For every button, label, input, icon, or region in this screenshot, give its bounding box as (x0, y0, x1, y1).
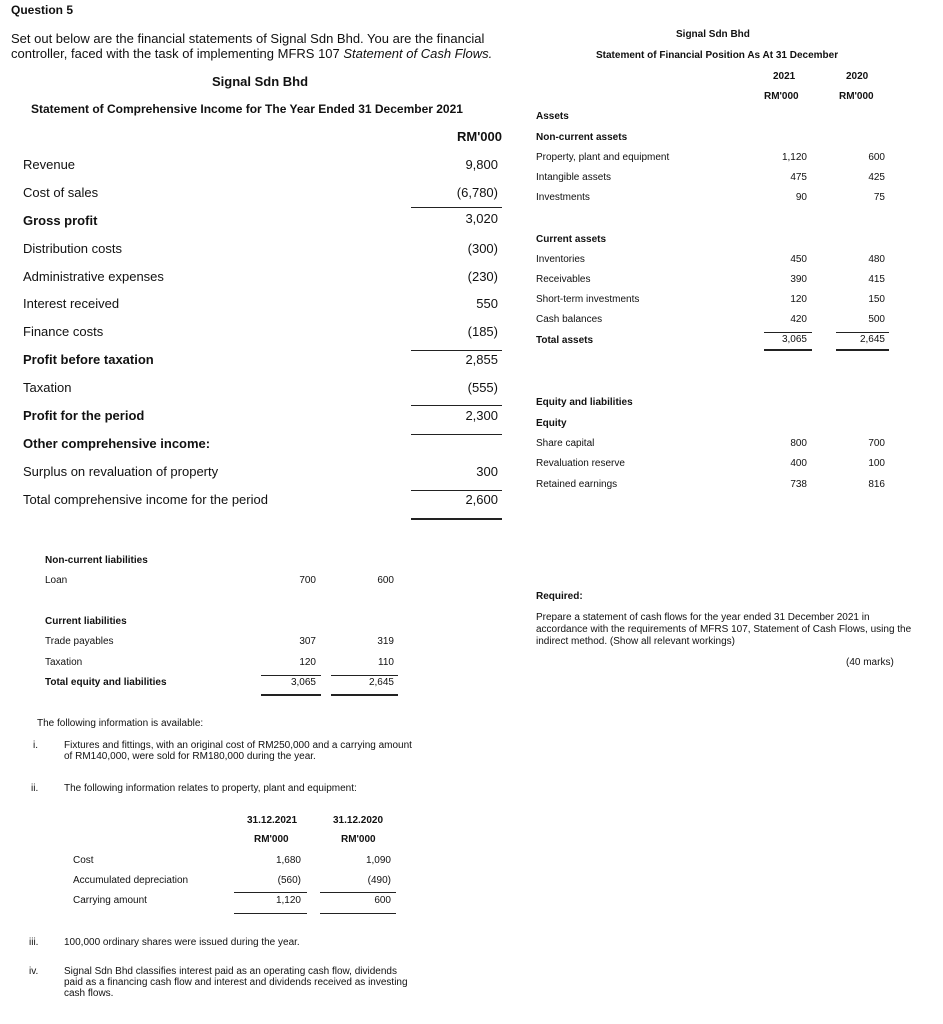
sofp-row-2020: 75 (873, 192, 885, 203)
sofp-row-2020: 110 (378, 657, 394, 668)
soci-row-label: Revenue (23, 157, 76, 172)
rule (234, 892, 307, 893)
double-rule (411, 518, 502, 520)
info-item-text: Fixtures and fittings, with an original cost of RM250,000 and a carrying amount (64, 740, 412, 751)
sofp-row-2021: 738 (790, 479, 807, 490)
ppe-row-2021: 1,120 (275, 895, 301, 906)
sofp-row-label: Cash balances (536, 314, 603, 325)
sofp-row-label: Short-term investments (536, 294, 640, 305)
soci-row-label: Profit for the period (23, 408, 145, 423)
rule (320, 913, 396, 914)
sofp-row-2021: 307 (299, 636, 316, 647)
sofp-year-2020: 2020 (846, 71, 869, 82)
total-assets-2020: 2,645 (859, 334, 885, 345)
soci-row-label: Profit before taxation (23, 352, 154, 367)
soci-row-value: 3,020 (465, 211, 498, 226)
sofp-year-2021: 2021 (773, 71, 796, 82)
required-line-2: accordance with the requirements of MFRS 107, Statement of Cash Flows, using the (536, 624, 912, 635)
sofp-row-2021: 450 (790, 254, 807, 265)
sofp-row-2020: 600 (377, 575, 394, 586)
total-eq-liab-label: Total equity and liabilities (45, 677, 167, 688)
sofp-row-2020: 425 (868, 172, 885, 183)
soci-row-value: (300) (467, 241, 498, 256)
double-rule (836, 349, 889, 351)
sofp-row-2021: 390 (790, 274, 807, 285)
soci-row-value: (185) (467, 324, 498, 339)
sofp-row-label: Inventories (536, 254, 585, 265)
ppe-row-2020: (490) (367, 875, 391, 886)
ncl-heading: Non-current liabilities (45, 555, 148, 566)
rule (411, 350, 502, 351)
sofp-unit-2020: RM'000 (839, 91, 874, 102)
soci-row-label: Surplus on revaluation of property (23, 464, 219, 479)
sofp-row-label: Intangible assets (536, 172, 612, 183)
soci-row-value: 550 (476, 296, 498, 311)
eq-liab-heading: Equity and liabilities (536, 397, 633, 408)
sofp-row-2020: 100 (868, 458, 885, 469)
required-marks: (40 marks) (846, 657, 894, 668)
sofp-row-label: Property, plant and equipment (536, 152, 670, 163)
soci-row-label: Finance costs (23, 324, 104, 339)
question-title: Question 5 (11, 3, 74, 17)
total-eq-liab-2021: 3,065 (290, 677, 316, 688)
soci-title: Statement of Comprehensive Income for The Year Ended 31 December 2021 (31, 102, 463, 116)
rule (411, 434, 502, 435)
soci-row-value: (230) (467, 269, 498, 284)
ppe-col-2021: 31.12.2021 (247, 815, 298, 826)
soci-row-value: 2,855 (465, 352, 498, 367)
sofp-row-2020: 500 (868, 314, 885, 325)
total-eq-liab-2020: 2,645 (368, 677, 394, 688)
soci-row-value: 2,600 (465, 492, 498, 507)
soci-row-value: 2,300 (465, 408, 498, 423)
info-item-number: i. (33, 740, 38, 751)
sofp-row-2021: 90 (795, 192, 807, 203)
required-line-3: indirect method. (Show all relevant workings) (536, 636, 735, 647)
ppe-col-2020: 31.12.2020 (333, 815, 384, 826)
soci-company: Signal Sdn Bhd (212, 74, 309, 89)
soci-row-value: 300 (476, 464, 498, 479)
info-intro: The following information is available: (37, 718, 204, 729)
sofp-row-2021: 800 (790, 438, 807, 449)
ppe-row-2020: 600 (374, 895, 391, 906)
rule (261, 675, 321, 676)
soci-row-label: Interest received (23, 296, 120, 311)
rule (234, 913, 307, 914)
info-item-text: The following information relates to property, plant and equipment: (64, 783, 357, 794)
sofp-row-2021: 120 (790, 294, 807, 305)
sofp-row-2021: 475 (790, 172, 807, 183)
soci-row-label: Taxation (23, 380, 72, 395)
double-rule (261, 694, 321, 696)
sofp-row-label: Investments (536, 192, 590, 203)
sofp-row-2021: 1,120 (781, 152, 807, 163)
info-item-number: ii. (31, 783, 39, 794)
sofp-row-2020: 480 (868, 254, 885, 265)
sofp-row-label: Retained earnings (536, 479, 618, 490)
soci-row-value: (6,780) (456, 185, 498, 200)
required-heading: Required: (536, 591, 583, 602)
sofp-row-2021: 120 (299, 657, 316, 668)
sofp-row-label: Revaluation reserve (536, 458, 625, 469)
rule (411, 405, 502, 406)
soci-row-label: Gross profit (23, 213, 98, 228)
ppe-unit-2021: RM'000 (254, 834, 289, 845)
ppe-row-label: Cost (73, 855, 94, 866)
ppe-row-label: Accumulated depreciation (73, 875, 189, 886)
rule (411, 490, 502, 491)
intro-line-1: Set out below are the financial statements of Signal Sdn Bhd. You are the financial (11, 31, 485, 46)
total-assets-label: Total assets (536, 335, 594, 346)
soci-row-label: Cost of sales (23, 185, 99, 200)
sofp-row-label: Share capital (536, 438, 595, 449)
ppe-row-label: Carrying amount (73, 895, 147, 906)
intro-line-2 (11, 46, 492, 61)
nca-heading: Non-current assets (536, 132, 628, 143)
intro-line-2-prefix: controller, faced with the task of implementing MFRS 107 (11, 46, 344, 61)
ppe-row-2021: (560) (277, 875, 301, 886)
info-item-number: iv. (29, 966, 39, 977)
ppe-unit-2020: RM'000 (341, 834, 376, 845)
rule (836, 332, 889, 333)
sofp-company: Signal Sdn Bhd (676, 29, 750, 40)
ca-heading: Current assets (536, 234, 607, 245)
soci-row-label: Distribution costs (23, 241, 122, 256)
sofp-row-label: Trade payables (45, 636, 114, 647)
soci-row-label: Total comprehensive income for the period (23, 492, 268, 507)
sofp-row-2021: 420 (790, 314, 807, 325)
info-item-text: of RM140,000, were sold for RM180,000 during the year. (64, 751, 316, 762)
sofp-title: Statement of Financial Position As At 31 December (596, 50, 839, 61)
sofp-row-label: Taxation (45, 657, 83, 668)
info-item-number: iii. (29, 937, 39, 948)
sofp-row-2020: 600 (868, 152, 885, 163)
rule (320, 892, 396, 893)
rule (411, 207, 502, 208)
double-rule (764, 349, 812, 351)
sofp-row-label: Receivables (536, 274, 591, 285)
double-rule (331, 694, 398, 696)
total-assets-2021: 3,065 (781, 334, 807, 345)
sofp-row-2021: 400 (790, 458, 807, 469)
sofp-row-label: Loan (45, 575, 68, 586)
cl-heading: Current liabilities (45, 616, 127, 627)
info-item-text: 100,000 ordinary shares were issued during the year. (64, 937, 300, 948)
sofp-row-2020: 700 (868, 438, 885, 449)
soci-row-label: Administrative expenses (23, 269, 164, 284)
sofp-unit-2021: RM'000 (764, 91, 799, 102)
rule (764, 332, 812, 333)
sofp-row-2021: 700 (299, 575, 316, 586)
rule (331, 675, 398, 676)
soci-row-label: Other comprehensive income: (23, 436, 211, 451)
info-item-text: Signal Sdn Bhd classifies interest paid as an operating cash flow, dividends (64, 966, 397, 977)
soci-row-value: (555) (467, 380, 498, 395)
soci-unit: RM'000 (457, 129, 502, 144)
equity-heading: Equity (536, 418, 567, 429)
intro-line-2-italic: Statement of Cash Flows. (343, 46, 493, 61)
info-item-text: cash flows. (64, 988, 114, 999)
info-item-text: paid as a financing cash flow and interest and dividends received as investing (64, 977, 408, 988)
ppe-row-2021: 1,680 (275, 855, 301, 866)
soci-row-value: 9,800 (465, 157, 498, 172)
required-line-1: Prepare a statement of cash flows for the year ended 31 December 2021 in (536, 612, 870, 623)
ppe-row-2020: 1,090 (365, 855, 391, 866)
assets-heading: Assets (536, 111, 569, 122)
sofp-row-2020: 150 (868, 294, 885, 305)
sofp-row-2020: 415 (868, 274, 885, 285)
sofp-row-2020: 816 (868, 479, 885, 490)
sofp-row-2020: 319 (377, 636, 394, 647)
